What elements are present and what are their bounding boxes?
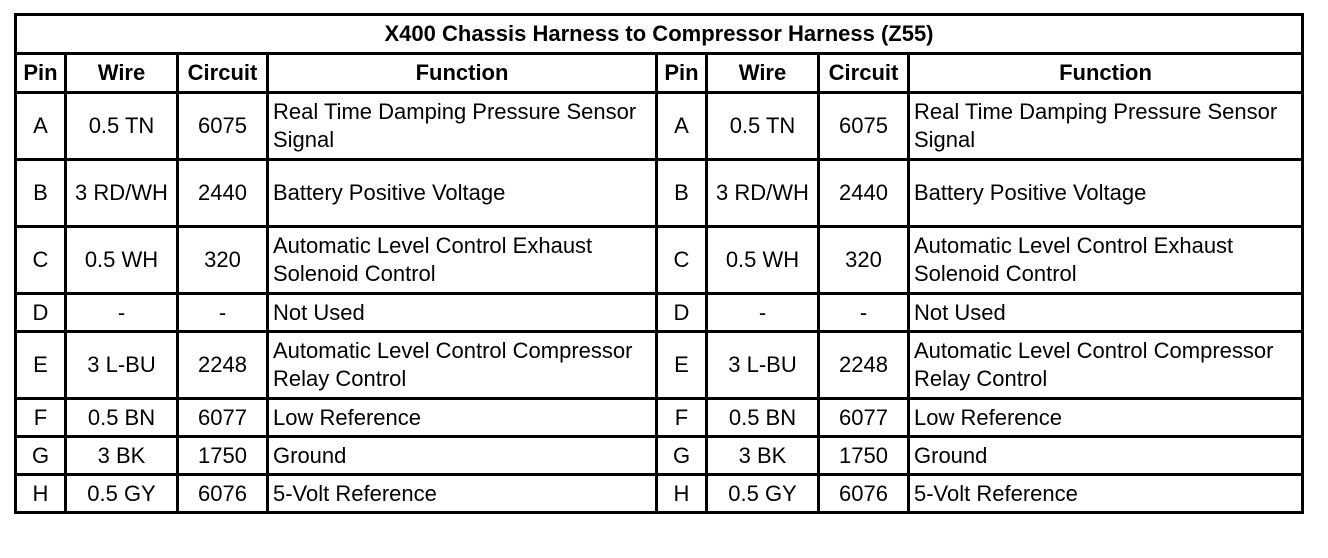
- wire-cell: 3 RD/WH: [66, 160, 178, 227]
- table-row: [16, 160, 1303, 227]
- table-title: X400 Chassis Harness to Compressor Harness (Z55): [16, 15, 1303, 54]
- wire-cell: 0.5 GY: [66, 475, 178, 513]
- pin-cell: B: [657, 160, 707, 227]
- function-cell: Low Reference: [268, 399, 657, 437]
- column-header-pin: Pin: [16, 54, 66, 93]
- pin-cell: H: [657, 475, 707, 513]
- table-row: [16, 332, 1303, 399]
- column-header-circuit-2: Circuit: [819, 54, 909, 93]
- function-cell: 5-Volt Reference: [268, 475, 657, 513]
- circuit-cell: 2248: [178, 332, 268, 399]
- wire-cell: 0.5 TN: [66, 93, 178, 160]
- circuit-cell: 6076: [819, 475, 909, 513]
- column-header-wire-2: Wire: [707, 54, 819, 93]
- column-header-pin-2: Pin: [657, 54, 707, 93]
- function-cell: Real Time Damping Pressure Sensor Signal: [268, 93, 657, 160]
- table-row: [16, 227, 1303, 294]
- wire-cell: 3 RD/WH: [707, 160, 819, 227]
- header-row: [16, 54, 1303, 93]
- wire-cell: 3 L-BU: [66, 332, 178, 399]
- pin-cell: E: [657, 332, 707, 399]
- table-row: [16, 475, 1303, 513]
- function-cell: Automatic Level Control Exhaust Solenoid Control: [909, 227, 1303, 294]
- circuit-cell: 6076: [178, 475, 268, 513]
- harness-table-container: [14, 13, 1304, 514]
- function-cell: Automatic Level Control Compressor Relay Control: [909, 332, 1303, 399]
- circuit-cell: 6077: [178, 399, 268, 437]
- function-cell: Ground: [268, 437, 657, 475]
- function-cell: Automatic Level Control Compressor Relay Control: [268, 332, 657, 399]
- column-header-function-2: Function: [909, 54, 1303, 93]
- wire-cell: 0.5 GY: [707, 475, 819, 513]
- function-cell: 5-Volt Reference: [909, 475, 1303, 513]
- function-cell: Automatic Level Control Exhaust Solenoid Control: [268, 227, 657, 294]
- pin-cell: D: [16, 294, 66, 332]
- function-cell: Not Used: [268, 294, 657, 332]
- table-row: [16, 93, 1303, 160]
- pin-cell: G: [16, 437, 66, 475]
- wire-cell: 0.5 TN: [707, 93, 819, 160]
- circuit-cell: -: [178, 294, 268, 332]
- circuit-cell: 2440: [178, 160, 268, 227]
- pin-cell: C: [16, 227, 66, 294]
- pin-cell: E: [16, 332, 66, 399]
- pin-cell: C: [657, 227, 707, 294]
- pin-cell: F: [657, 399, 707, 437]
- pin-cell: A: [657, 93, 707, 160]
- column-header-function: Function: [268, 54, 657, 93]
- function-cell: Real Time Damping Pressure Sensor Signal: [909, 93, 1303, 160]
- circuit-cell: 6077: [819, 399, 909, 437]
- pin-cell: G: [657, 437, 707, 475]
- connector-table: [14, 13, 1304, 514]
- table-row: [16, 294, 1303, 332]
- wire-cell: 3 BK: [66, 437, 178, 475]
- pin-cell: B: [16, 160, 66, 227]
- function-cell: Battery Positive Voltage: [268, 160, 657, 227]
- function-cell: Ground: [909, 437, 1303, 475]
- column-header-wire: Wire: [66, 54, 178, 93]
- wire-cell: -: [707, 294, 819, 332]
- wire-cell: 0.5 WH: [707, 227, 819, 294]
- wire-cell: 3 L-BU: [707, 332, 819, 399]
- wire-cell: 0.5 BN: [707, 399, 819, 437]
- wire-cell: 0.5 BN: [66, 399, 178, 437]
- wire-cell: 0.5 WH: [66, 227, 178, 294]
- circuit-cell: 1750: [819, 437, 909, 475]
- circuit-cell: 1750: [178, 437, 268, 475]
- circuit-cell: -: [819, 294, 909, 332]
- column-header-circuit: Circuit: [178, 54, 268, 93]
- table-row: [16, 437, 1303, 475]
- function-cell: Battery Positive Voltage: [909, 160, 1303, 227]
- circuit-cell: 2440: [819, 160, 909, 227]
- wire-cell: -: [66, 294, 178, 332]
- circuit-cell: 6075: [819, 93, 909, 160]
- function-cell: Not Used: [909, 294, 1303, 332]
- circuit-cell: 2248: [819, 332, 909, 399]
- pin-cell: F: [16, 399, 66, 437]
- circuit-cell: 6075: [178, 93, 268, 160]
- table-row: [16, 399, 1303, 437]
- function-cell: Low Reference: [909, 399, 1303, 437]
- circuit-cell: 320: [178, 227, 268, 294]
- pin-cell: H: [16, 475, 66, 513]
- pin-cell: D: [657, 294, 707, 332]
- circuit-cell: 320: [819, 227, 909, 294]
- pin-cell: A: [16, 93, 66, 160]
- wire-cell: 3 BK: [707, 437, 819, 475]
